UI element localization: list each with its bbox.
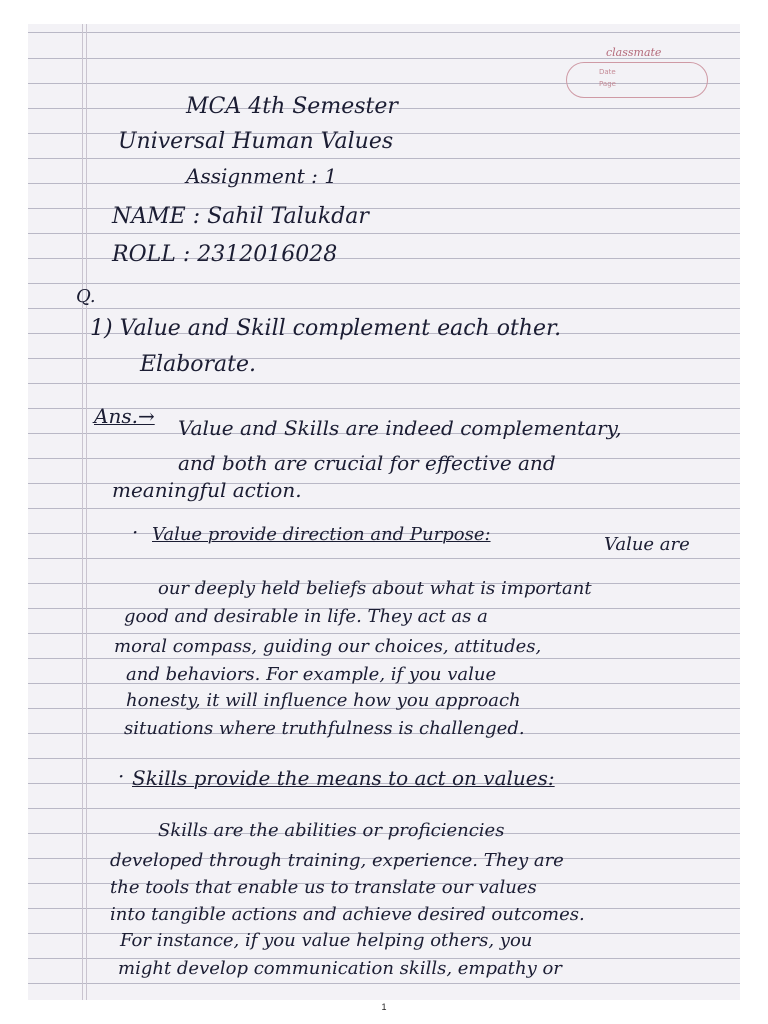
page-label: Page — [599, 80, 616, 88]
point1-line: moral compass, guiding our choices, attitudes, — [114, 636, 542, 657]
answer-label: Ans.→ — [94, 404, 155, 428]
subject-line: Universal Human Values — [118, 129, 394, 154]
answer-intro-line: and both are crucial for effective and — [178, 451, 556, 475]
bullet-marker: · — [118, 764, 125, 788]
point1-heading: Value provide direction and Purpose: — [152, 524, 491, 545]
brand-name: classmate — [606, 46, 662, 59]
date-label: Date — [599, 68, 616, 76]
point2-line: Skills are the abilities or proficiencies — [158, 820, 505, 841]
page-number: 1 — [381, 1002, 387, 1012]
roll-number: ROLL : 2312016028 — [112, 242, 338, 267]
point2-line: might develop communication skills, empathy or — [118, 958, 562, 979]
notebook-page — [28, 24, 740, 1000]
notebook-brand-stamp — [562, 42, 712, 98]
student-name: NAME : Sahil Talukdar — [112, 204, 369, 229]
semester-line: MCA 4th Semester — [186, 94, 398, 119]
bullet-marker: · — [132, 520, 139, 544]
point2-line: developed through training, experience. They are — [110, 850, 564, 871]
answer-intro-line: Value and Skills are indeed complementary, — [178, 416, 622, 440]
point2-heading: Skills provide the means to act on values: — [132, 766, 555, 790]
point2-line: into tangible actions and achieve desired outcomes. — [110, 904, 585, 925]
assignment-line: Assignment : 1 — [186, 164, 337, 188]
question-line-2: Elaborate. — [140, 352, 257, 377]
answer-intro-line: meaningful action. — [112, 478, 302, 502]
point1-line: situations where truthfulness is challenged. — [124, 718, 525, 739]
point2-line: For instance, if you value helping others, you — [120, 930, 533, 951]
point1-line: honesty, it will influence how you approach — [126, 690, 521, 711]
margin-line — [86, 24, 87, 1000]
question-line-1: 1) Value and Skill complement each other. — [90, 316, 562, 341]
margin-line — [82, 24, 83, 1000]
point1-line: good and desirable in life. They act as a — [124, 606, 488, 627]
point1-heading-tail: Value are — [604, 534, 690, 555]
point2-line: the tools that enable us to translate our values — [110, 877, 537, 898]
point1-line: our deeply held beliefs about what is important — [158, 578, 592, 599]
point1-line: and behaviors. For example, if you value — [126, 664, 497, 685]
date-page-box — [566, 62, 708, 98]
question-marker: Q. — [76, 286, 96, 307]
